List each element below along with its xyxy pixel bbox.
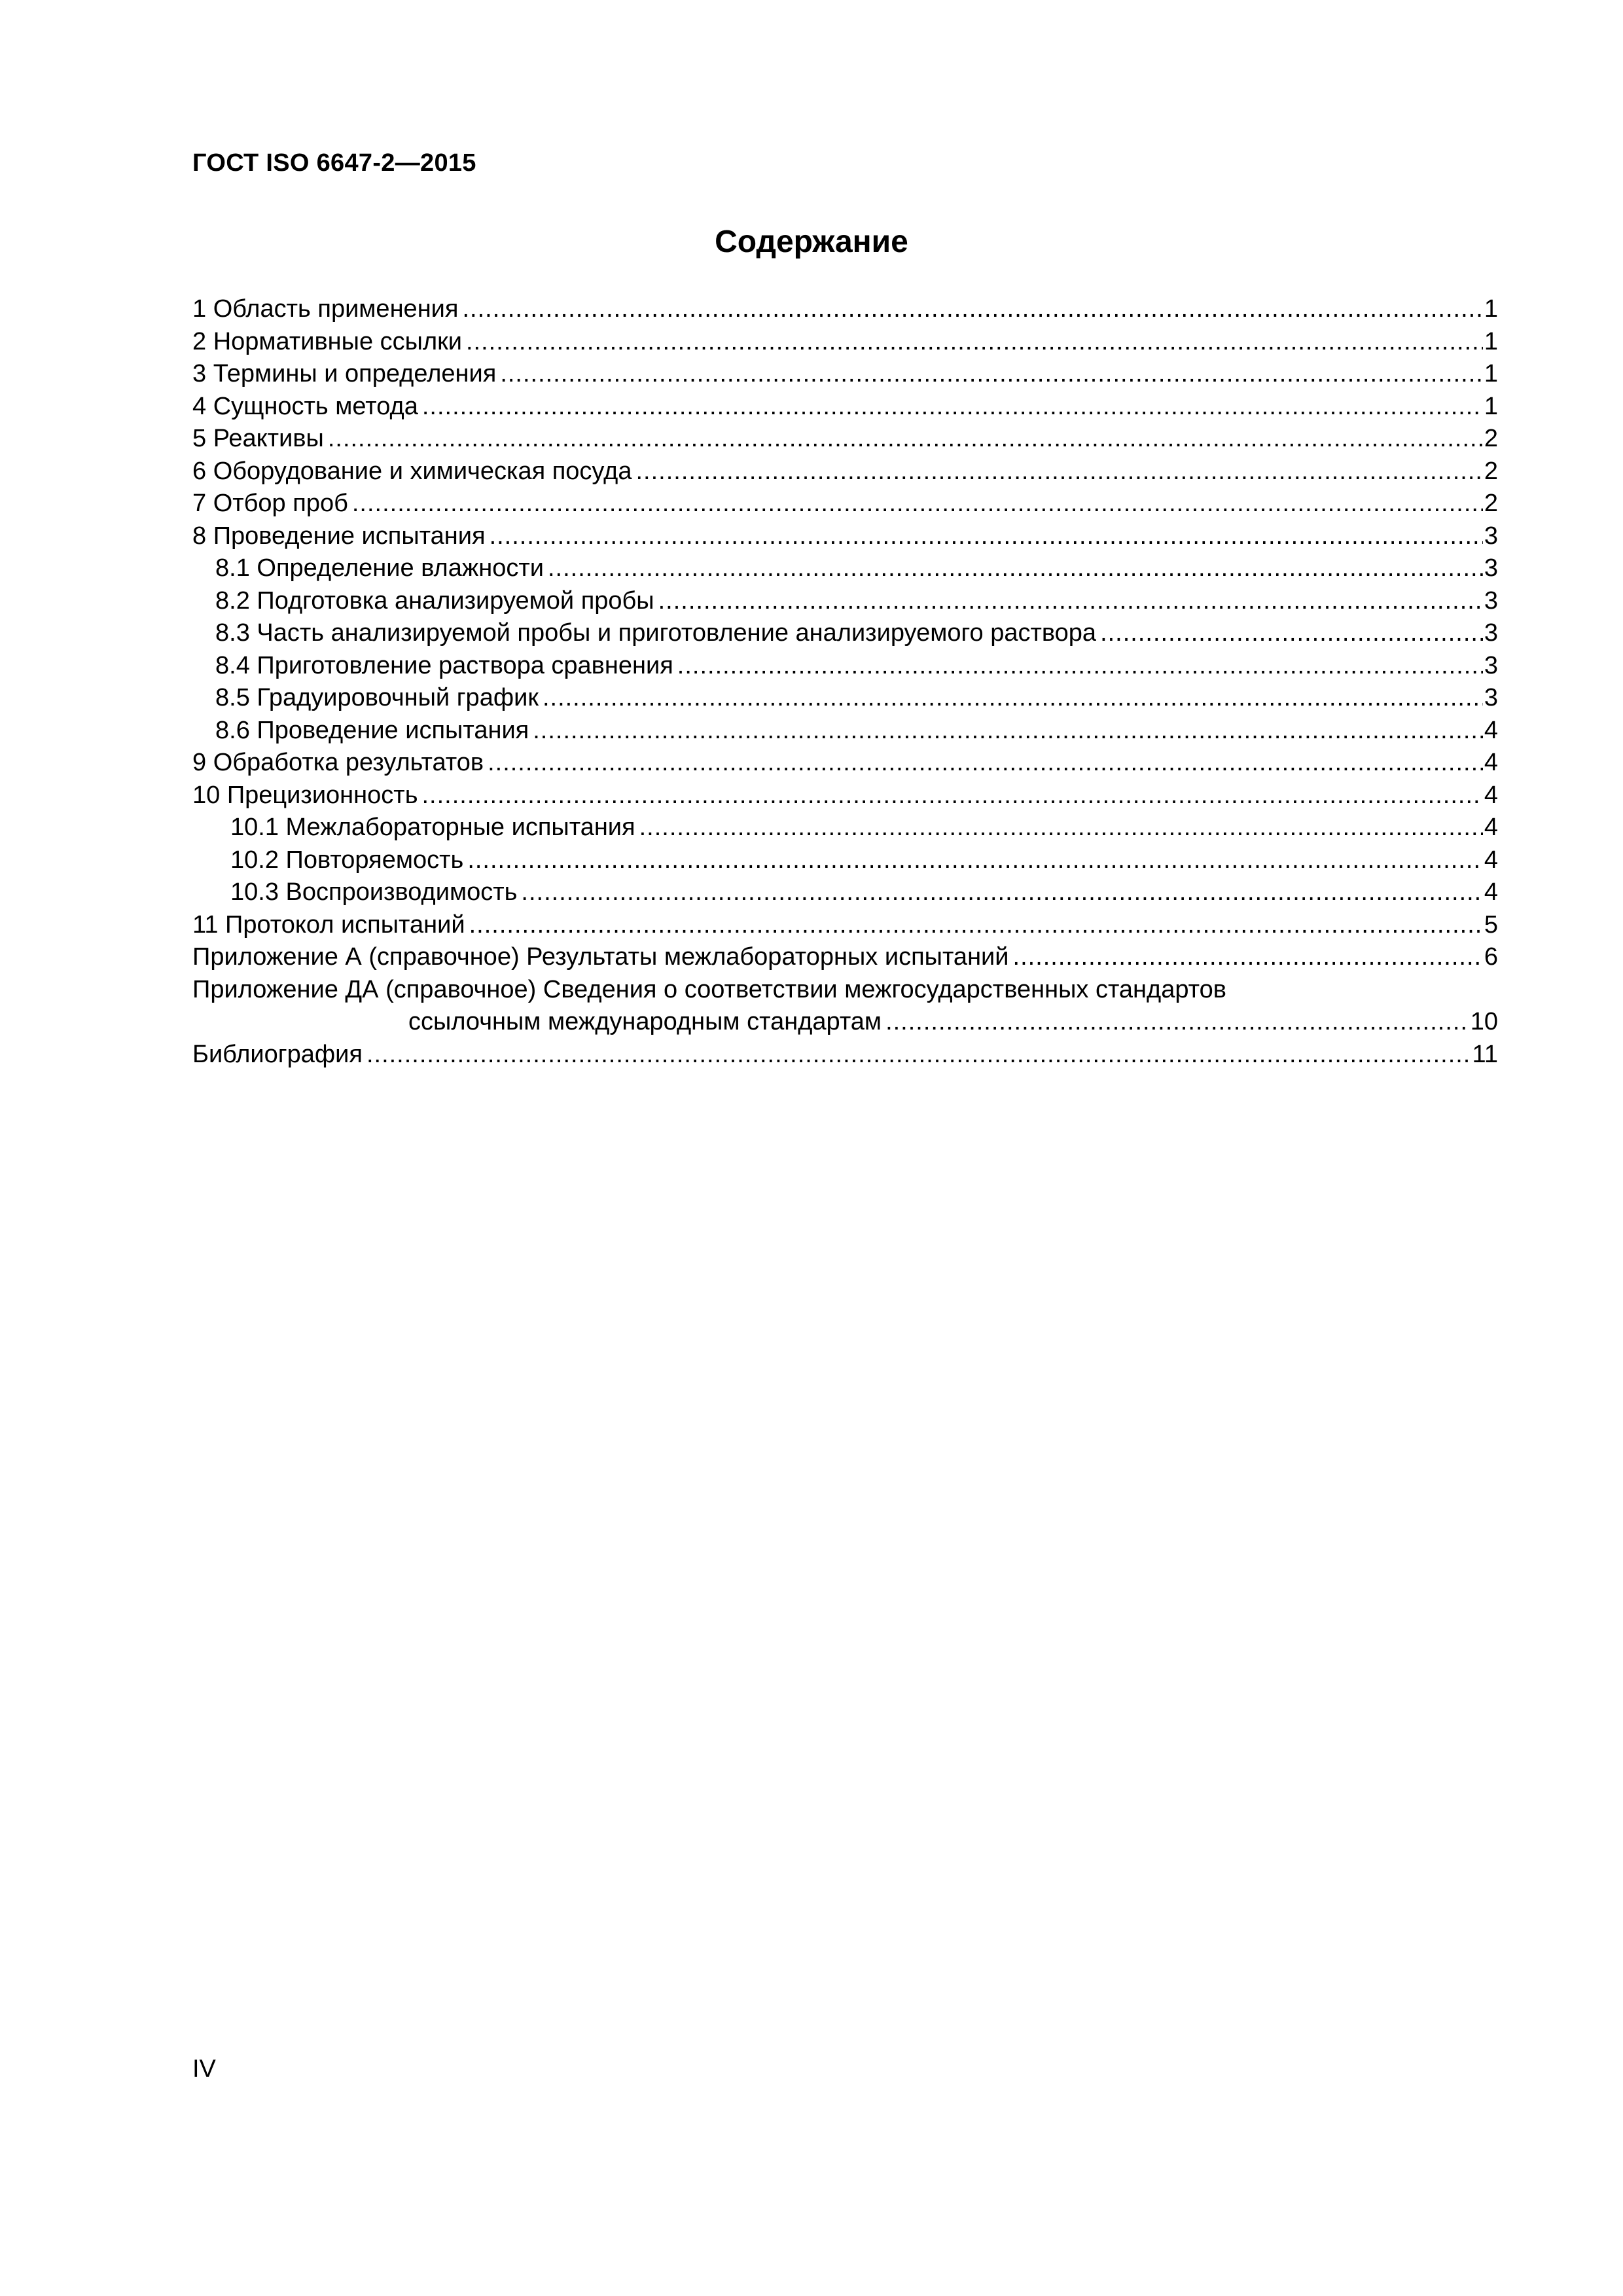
toc-entry[interactable]	[192, 456, 1498, 488]
toc-entry[interactable]	[192, 326, 1498, 359]
toc-leader-dots	[488, 747, 1483, 780]
toc-entry[interactable]	[192, 488, 1498, 520]
toc-entry-page: 3	[1484, 651, 1498, 679]
toc-entry-label: 8 Проведение испытания	[192, 522, 486, 550]
toc-leader-dots	[521, 876, 1482, 909]
toc-entry-label: 1 Область применения	[192, 295, 459, 323]
toc-entry-label: 10.3 Воспроизводимость	[230, 878, 518, 906]
toc-entry-page: 4	[1484, 814, 1498, 841]
toc-entry-label: 11 Протокол испытаний	[192, 910, 465, 939]
toc-entry-label: 8.6 Проведение испытания	[215, 716, 529, 744]
toc-title: Содержание	[715, 224, 908, 259]
toc-entry-appendix-da[interactable]	[192, 974, 1498, 1039]
toc-leader-dots	[500, 358, 1483, 391]
toc-entry[interactable]	[192, 552, 1498, 585]
toc-entry-page: 2	[1484, 425, 1498, 452]
toc-leader-dots	[1100, 617, 1483, 650]
toc-entry-label: 8.2 Подготовка анализируемой пробы	[215, 586, 654, 615]
toc-entry-bibliography[interactable]	[192, 1039, 1498, 1071]
toc-entry-page: 4	[1484, 878, 1498, 906]
toc-entry-page: 3	[1484, 684, 1498, 711]
toc-entry-label: 10.2 Повторяемость	[230, 846, 464, 874]
toc-entry-page: 3	[1484, 586, 1498, 615]
toc-entry[interactable]	[192, 358, 1498, 391]
toc-leader-dots	[490, 520, 1483, 553]
toc-entry[interactable]	[192, 780, 1498, 812]
toc-entry[interactable]	[192, 876, 1498, 909]
toc-entry[interactable]	[192, 423, 1498, 456]
toc-entry[interactable]	[192, 844, 1498, 877]
toc-leader-dots	[548, 552, 1483, 585]
toc-entry-page: 6	[1484, 943, 1498, 971]
toc-entry[interactable]	[192, 293, 1498, 326]
toc-leader-dots	[466, 326, 1483, 359]
toc-leader-dots	[1013, 941, 1483, 974]
toc-entry[interactable]	[192, 941, 1498, 974]
toc-entry-label: 9 Обработка результатов	[192, 749, 484, 776]
toc-entry-label: 3 Термины и определения	[192, 360, 497, 387]
toc-entry-label: 10 Прецизионность	[192, 781, 418, 809]
toc-entry-label: Приложение ДА (справочное) Сведения о соответствии межгосударственных стандартов	[192, 975, 1226, 1003]
toc-entry-page: 1	[1484, 360, 1498, 387]
toc-leader-dots	[352, 488, 1483, 520]
toc-entry-page: 2	[1484, 457, 1498, 485]
toc-leader-dots	[366, 1039, 1471, 1071]
toc-entry-label: 2 Нормативные ссылки	[192, 327, 462, 355]
toc-entry-label: 5 Реактивы	[192, 425, 324, 452]
toc-leader-dots	[469, 909, 1483, 942]
toc-entries	[192, 293, 1498, 974]
toc-entry[interactable]	[192, 812, 1498, 844]
toc-entry[interactable]	[192, 520, 1498, 553]
toc-leader-dots	[677, 650, 1483, 683]
toc-leader-dots	[467, 844, 1483, 877]
toc-entry-label: 7 Отбор проб	[192, 490, 348, 517]
toc-leader-dots	[462, 293, 1482, 326]
toc-entry-label: 10.1 Межлабораторные испытания	[230, 814, 635, 841]
toc-entry[interactable]	[192, 585, 1498, 618]
toc-entry-label-continued: ссылочным международным стандартам	[408, 1008, 882, 1035]
toc-leader-dots	[639, 812, 1483, 844]
toc-entry-label: 4 Сущность метода	[192, 392, 418, 420]
toc-leader-dots	[885, 1006, 1469, 1039]
toc-leader-dots	[543, 682, 1483, 715]
toc-entry-page: 4	[1484, 749, 1498, 776]
toc-leader-dots	[635, 456, 1482, 488]
toc-entry[interactable]	[192, 617, 1498, 650]
toc-entry-page: 3	[1484, 522, 1498, 550]
toc-entry-label: 8.3 Часть анализируемой пробы и приготовление анализируемого раствора	[215, 619, 1097, 647]
toc-entry-label: 8.1 Определение влажности	[215, 554, 544, 582]
toc-entry-page: 4	[1484, 846, 1498, 874]
toc-entry-page: 1	[1484, 392, 1498, 420]
toc-entry-page: 2	[1484, 490, 1498, 517]
page-number: IV	[192, 2055, 216, 2083]
toc-entry[interactable]	[192, 747, 1498, 780]
toc-entry-label: Приложение А (справочное) Результаты межлабораторных испытаний	[192, 943, 1009, 971]
toc-entry-page: 1	[1484, 327, 1498, 355]
toc-entry-label: 8.5 Градуировочный график	[215, 684, 539, 711]
toc-leader-dots	[658, 585, 1483, 618]
toc-entry-label: 8.4 Приготовление раствора сравнения	[215, 651, 673, 679]
toc-entry-page: 5	[1484, 910, 1498, 939]
toc-entry-page: 4	[1484, 716, 1498, 744]
toc-entry-page: 3	[1484, 619, 1498, 647]
toc-entry[interactable]	[192, 715, 1498, 747]
toc-leader-dots	[328, 423, 1483, 456]
toc-entry[interactable]	[192, 682, 1498, 715]
toc-entry-page: 4	[1484, 781, 1498, 809]
toc-entry-page: 11	[1472, 1040, 1498, 1068]
toc-leader-dots	[422, 780, 1483, 812]
toc-entry-page: 3	[1484, 554, 1498, 582]
toc-leader-dots	[422, 391, 1483, 423]
toc-entry[interactable]	[192, 909, 1498, 942]
toc-entry-label: Библиография	[192, 1040, 363, 1068]
toc-entry-page: 10	[1470, 1008, 1498, 1035]
toc-leader-dots	[533, 715, 1483, 747]
toc-entry[interactable]	[192, 391, 1498, 423]
toc-entry[interactable]	[192, 650, 1498, 683]
document-code: ГОСТ ISO 6647-2—2015	[192, 149, 476, 177]
table-of-contents	[192, 293, 1498, 1071]
toc-entry-label: 6 Оборудование и химическая посуда	[192, 457, 632, 485]
toc-entry-page: 1	[1484, 295, 1498, 323]
